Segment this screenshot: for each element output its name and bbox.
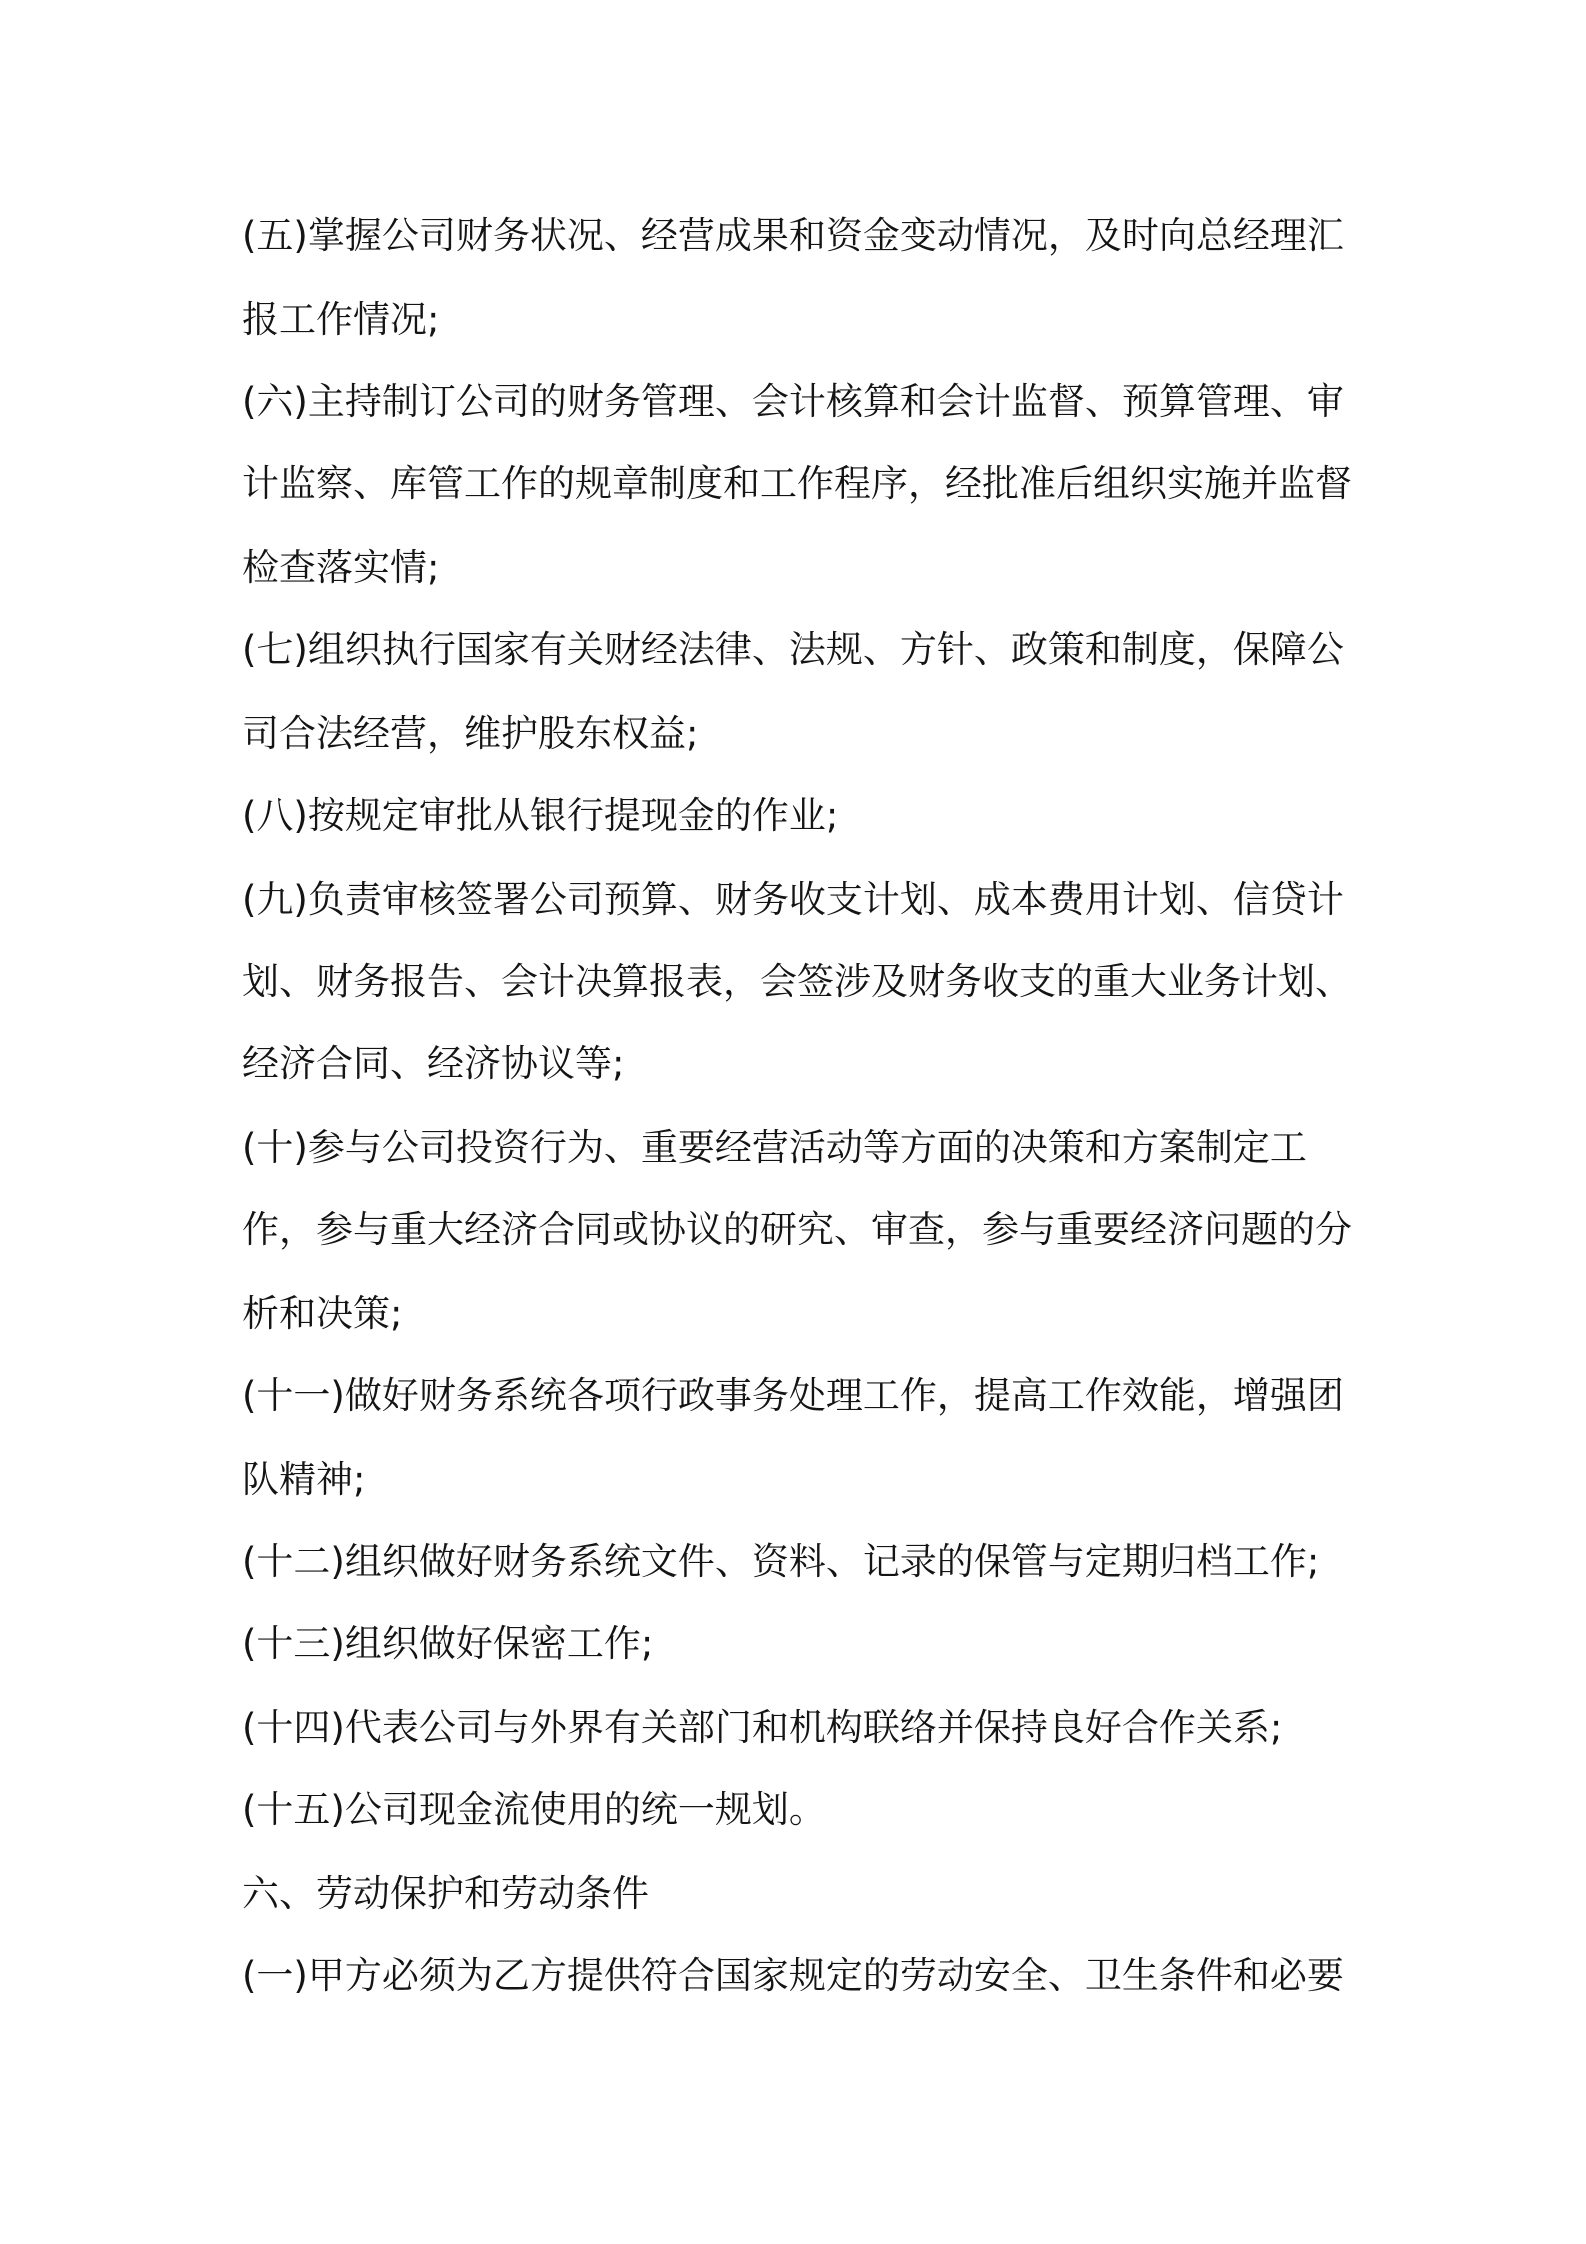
text-line-17: (十二)组织做好财务系统文件、资料、记录的保管与定期归档工作; [242,1540,1320,1583]
text-line-9: (九)负责审核签署公司预算、财务收支计划、成本费用计划、信贷计 [242,878,1344,921]
text-line-13: 作，参与重大经济合同或协议的研究、审查，参与重要经济问题的分 [242,1208,1352,1251]
text-line-3: (六)主持制订公司的财务管理、会计核算和会计监督、预算管理、审 [242,380,1344,423]
text-line-20: (十五)公司现金流使用的统一规划。 [242,1788,826,1831]
text-line-5: 检查落实情; [242,546,440,589]
text-line-11: 经济合同、经济协议等; [242,1042,625,1085]
text-line-7: 司合法经营，维护股东权益; [242,712,699,755]
text-line-6: (七)组织执行国家有关财经法律、法规、方针、政策和制度，保障公 [242,628,1344,671]
text-line-12: (十)参与公司投资行为、重要经营活动等方面的决策和方案制定工 [242,1126,1307,1169]
text-line-15: (十一)做好财务系统各项行政事务处理工作，提高工作效能，增强团 [242,1374,1344,1417]
text-line-19: (十四)代表公司与外界有关部门和机构联络并保持良好合作关系; [242,1706,1283,1749]
text-line-2: 报工作情况; [242,298,440,341]
text-line-10: 划、财务报告、会计决算报表，会签涉及财务收支的重大业务计划、 [242,960,1352,1003]
text-line-4: 计监察、库管工作的规章制度和工作程序，经批准后组织实施并监督 [242,462,1352,505]
text-line-22: (一)甲方必须为乙方提供符合国家规定的劳动安全、卫生条件和必要 [242,1954,1344,1997]
text-line-18: (十三)组织做好保密工作; [242,1622,654,1665]
text-line-8: (八)按规定审批从银行提现金的作业; [242,794,839,837]
text-line-16: 队精神; [242,1458,366,1501]
section-heading-6: 六、劳动保护和劳动条件 [242,1872,649,1915]
text-line-1: (五)掌握公司财务状况、经营成果和资金变动情况，及时向总经理汇 [242,214,1344,257]
text-line-14: 析和决策; [242,1292,403,1335]
